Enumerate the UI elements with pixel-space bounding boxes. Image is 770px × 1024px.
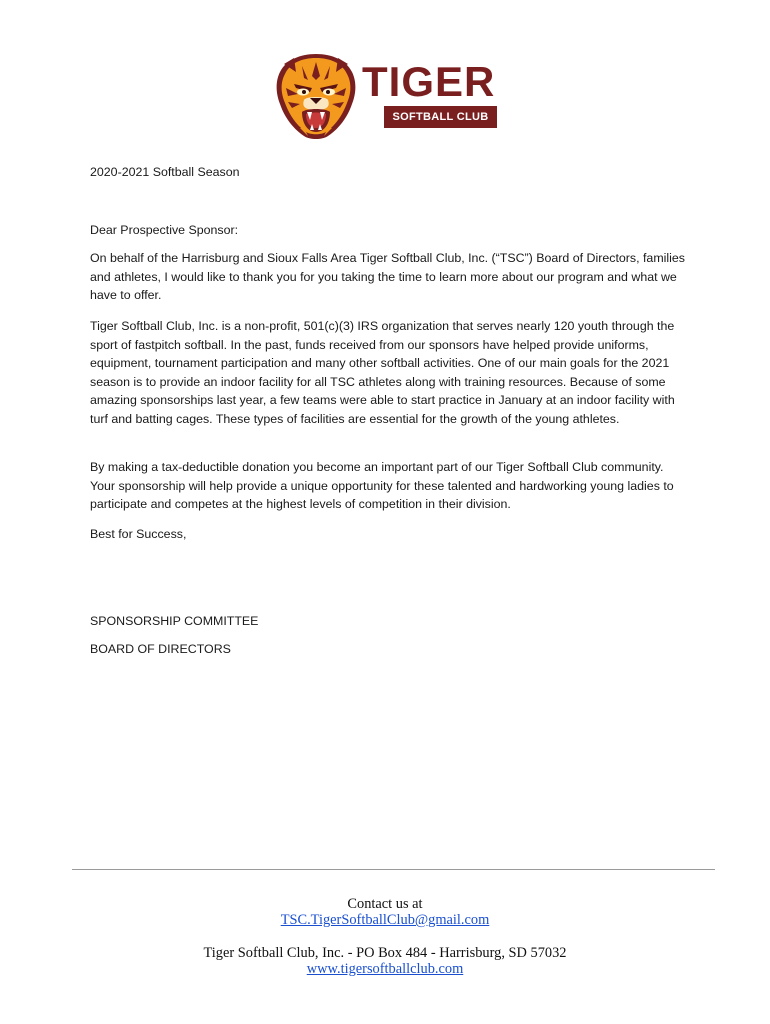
signature-board: BOARD OF DIRECTORS [90,642,231,656]
season-heading: 2020-2021 Softball Season [90,165,240,179]
tiger-head-icon [270,50,362,142]
website [0,961,770,978]
contact-email [0,912,770,929]
website-link[interactable]: www.tigersoftballclub.com [306,961,464,977]
closing: Best for Success, [90,527,187,541]
paragraph-donation: By making a tax-deductible donation you become an important part of our Tiger Softball Club community. Your sponsorship will help provide a unique opportunity for these talented and hardworking young ladies to participate and competes at the highest levels of competition in their division. [90,460,674,511]
club-logo [270,50,510,142]
footer-divider [72,869,715,870]
salutation: Dear Prospective Sponsor: [90,223,239,237]
paragraph-intro: On behalf of the Harrisburg and Sioux Falls Area Tiger Softball Club, Inc. (“TSC”) Board of Directors, families and athletes, I would like to thank you for you taking the time to learn more about our program and what we have to offer. [90,251,685,302]
signature-committee: SPONSORSHIP COMMITTEE [90,614,259,628]
paragraph-about: Tiger Softball Club, Inc. is a non-profit, 501(c)(3) IRS organization that serves nearly 120 youth through the sport of fastpitch softball. In the past, funds received from our sponsors have helped provide uniforms, equipment, tournament participation and many other softball activities. One of our main goals for the 2021 season is to provide an indoor facility for all TSC athletes along with training resources. Because of some amazing sponsorships last year, a few teams were able to start practice in January at an indoor facility with turf and batting cages. These types of facilities are essential for the growth of the young athletes. [90,319,675,426]
email-link[interactable]: TSC.TigerSoftballClub@gmail.com [280,912,490,928]
mailing-address: Tiger Softball Club, Inc. - PO Box 484 - Harrisburg, SD 57032 [203,945,567,961]
logo-title: TIGER [362,58,496,105]
logo-subtitle: SOFTBALL CLUB [384,106,497,128]
contact-label: Contact us at [347,896,423,912]
